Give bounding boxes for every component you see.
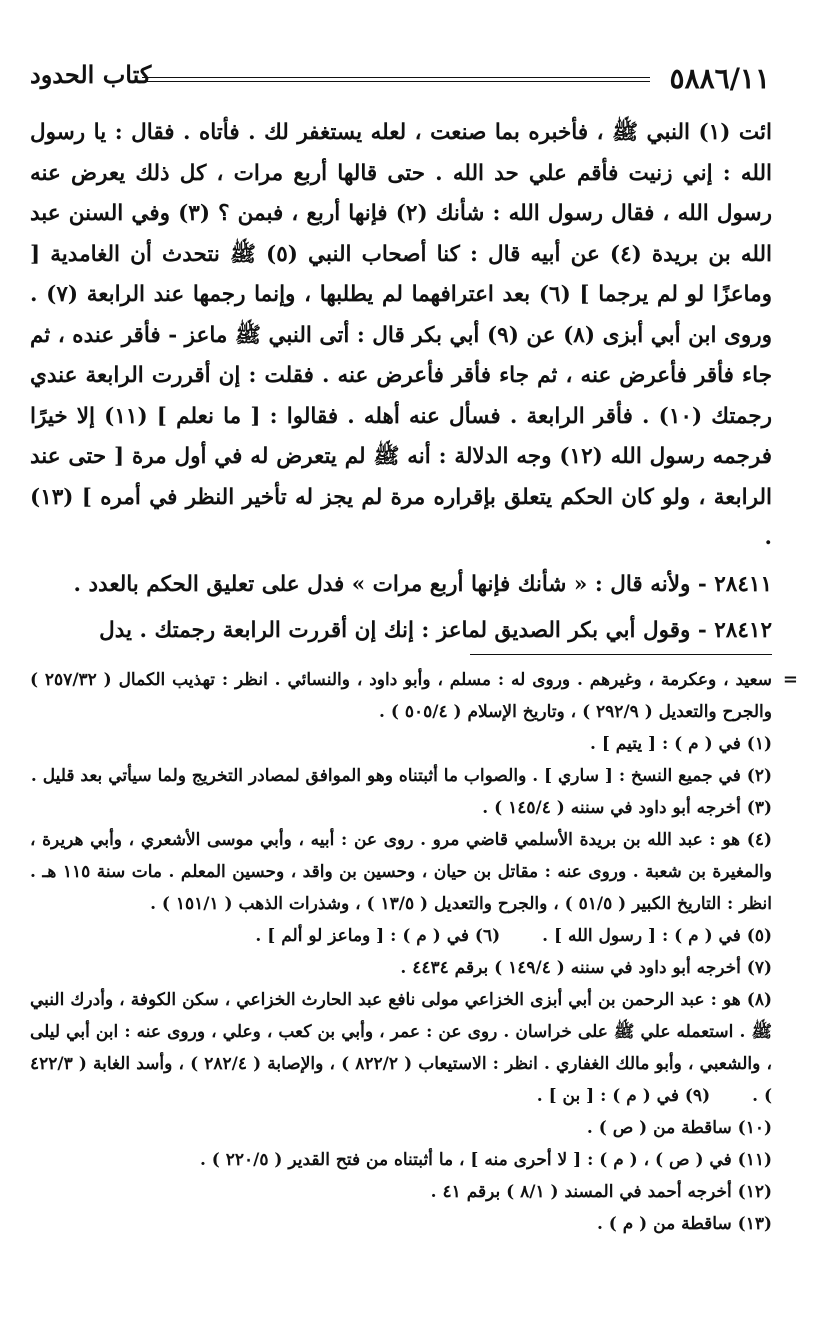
footnote-7: (٧) أخرجه أبو داود في سننه ( ١٤٩/٤ ) برقم ٤٤٣٤ . — [400, 958, 772, 978]
page-header — [30, 56, 770, 102]
footnote-9: (٩) في ( م ) : [ بن ] . — [536, 1086, 711, 1106]
footnote-1: (١) في ( م ) : [ يتيم ] . — [590, 734, 772, 754]
footnote-3: (٣) أخرجه أبو داود في سننه ( ١٤٥/٤ ) . — [482, 798, 772, 818]
footnote-11: (١١) في ( ص ) ، ( م ) : [ لا أحرى منه ] ، ما أثبتناه من فتح القدير ( ٢٢٠/٥ ) . — [199, 1150, 772, 1170]
header-rule — [142, 77, 650, 82]
footnote-continuation-wrap — [30, 664, 798, 728]
main-text — [30, 113, 772, 652]
paragraph-28411: ٢٨٤١١ - ولأنه قال : « شأنك فإنها أربع مرات » فدل على تعليق الحكم بالعدد . — [73, 571, 772, 597]
footnote-8-text: (٨) هو : عبد الرحمن بن أبي أبزى الخزاعي مولى نافع عبد الحارث الخزاعي ، سكن الكوفة ، وأدرك النبي ﷺ . استعمله علي ﷺ على خراسان . روى عن : عمر ، وأبي بن كعب ، وعلي ، وروى عنه : ابن أبي ليلى ، والشعبي ، وأبو مالك الغفاري . انظر : الاستيعاب ( ٨٢٢/٢ ) ، والإصابة ( ٢٨٢/٤ ) ، وأسد الغابة ( ٤٢٢/٣ ) . — [30, 990, 772, 1106]
main-paragraph: ائت (١) النبي ﷺ ، فأخبره بما صنعت ، لعله يستغفر لك . فأتاه . فقال : يا رسول الله : إني زنيت فأقم علي حد الله . حتى قالها أربع مرات ، كل ذلك يعرض عنه رسول الله ، فقال رسول الله : شأنك (٢) فإنها أربع ، فبمن ؟ (٣) وفي السنن عبد الله بن بريدة (٤) عن أبيه قال : كنا أصحاب النبي (٥) ﷺ نتحدث أن الغامدية [ وماعزًا لو لم يرجما ] (٦) بعد اعترافهما لم يطلبها ، وإنما رجمها عند الرابعة (٧) . وروى ابن أبي أبزى (٨) عن (٩) أبي بكر قال : أتى النبي ﷺ ماعز - فأقر عنده ، ثم جاء فأقر فأعرض عنه ، ثم جاء فأقر فأعرض عنه . فقلت : إن أقررت الرابعة عندي رجمتك (١٠) . فأقر الرابعة . فسأل عنه أهله . فقالوا : [ ما نعلم ] (١١) إلا خيرًا فرجمه رسول الله (١٢) وجه الدلالة : أنه ﷺ لم يتعرض له في أول مرة [ حتى عند الرابعة ، ولو كان الحكم يتعلق بإقراره مرة لم يجز له تأخير النظر في أمره ] (١٣) . — [30, 120, 773, 550]
footnote-4: (٤) هو : عبد الله بن بريدة الأسلمي قاضي مرو . روى عن : أبيه ، وأبي موسى الأشعري ، وأبي هريرة ، والمغيرة بن شعبة . وروى عنه : مقاتل بن حيان ، وحسين بن واقد ، وحسين المعلم . مات سنة ١١٥ هـ . انظر : التاريخ الكبير ( ٥١/٥ ) ، والجرح والتعديل ( ١٣/٥ ) ، وشذرات الذهب ( ١٥١/١ ) . — [30, 830, 772, 914]
book-title: كتاب الحدود — [30, 60, 152, 89]
footnote-5: (٥) في ( م ) : [ رسول الله ] . — [542, 926, 772, 946]
continuation-mark: = — [782, 669, 798, 690]
footnote-separator — [470, 654, 772, 655]
footnote-12: (١٢) أخرجه أحمد في المسند ( ٨/١ ) برقم ٤١ . — [430, 1182, 772, 1202]
footnote-continuation: سعيد ، وعكرمة ، وغيرهم . وروى له : مسلم ، وأبو داود ، والنسائي . انظر : تهذيب الكمال ( ٢٥٧/٣٢ ) والجرح والتعديل ( ٢٩٢/٩ ) ، وتاريخ الإسلام ( ٥٠٥/٤ ) . — [30, 670, 772, 722]
footnote-13: (١٣) ساقطة من ( م ) . — [596, 1214, 772, 1234]
footnote-6: (٦) في ( م ) : [ وماعز لو ألم ] . — [255, 926, 501, 946]
footnote-10: (١٠) ساقطة من ( ص ) . — [586, 1118, 772, 1138]
footnotes-5-6 — [30, 920, 772, 952]
footnotes — [30, 664, 798, 1240]
paragraph-28412: ٢٨٤١٢ - وقول أبي بكر الصديق لماعز : إنك إن أقررت الرابعة رجمتك . يدل — [99, 618, 772, 643]
footnote-8 — [30, 984, 772, 1112]
footnote-2: (٢) في جميع النسخ : [ ساري ] . والصواب ما أثبتناه وهو الموافق لمصادر التخريج ولما سيأتي بعد قليل . — [30, 766, 772, 786]
page-number: ٥٨٨٦/١١ — [669, 62, 770, 95]
